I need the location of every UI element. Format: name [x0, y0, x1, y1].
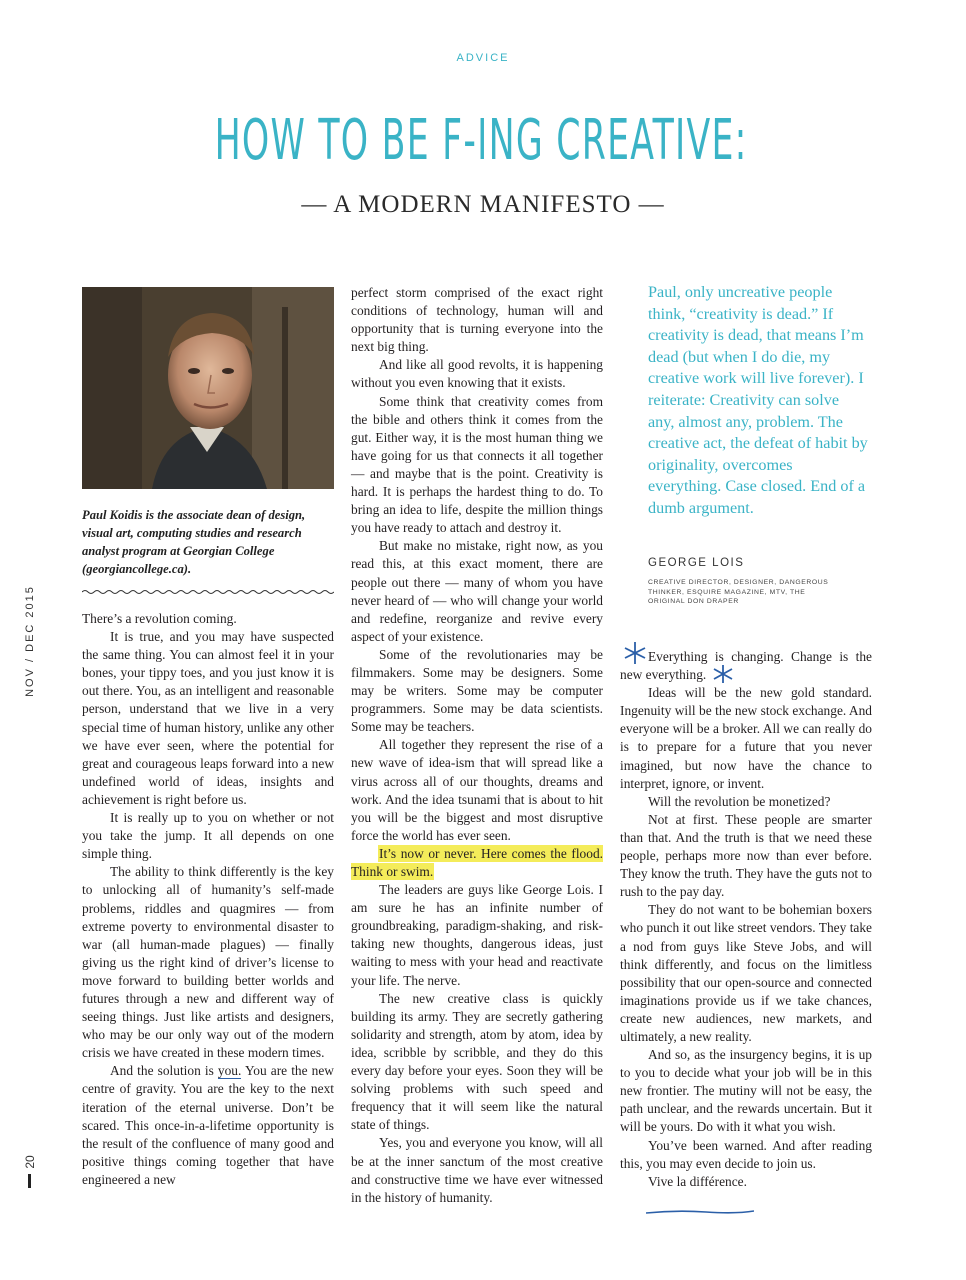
paragraph: The leaders are guys like George Lois. I am sure he has an infinite number of groundbreaking, paradigm-shaking, and risk-taking new thoughts, dangerous ideas, just waiting to mess with your head and reactivate your life. The nerve. — [351, 882, 603, 988]
article-subtitle: — A MODERN MANIFESTO — — [301, 191, 665, 218]
page-number-bar — [28, 1174, 31, 1188]
paragraph: Some think that creativity comes from the bible and others think it comes from the gut. Either way, it is the most human thing we have going for us that connects it all together — and maybe that is the point. Creativity is hard. It is perhaps the hardest thing to do. To bring an idea to life, despite the million things you have ready to attach and destroy it. — [351, 393, 603, 536]
paragraph — [351, 845, 603, 881]
body-column-1 — [82, 610, 334, 1189]
paragraph: Not at first. These people are smarter than that. And the truth is that we need these people, perhaps more now than ever before. They know the truth. They have the guts not to rush to the pay day. — [620, 811, 872, 900]
section-kicker: ADVICE — [456, 52, 510, 64]
paragraph: And like all good revolts, it is happening without you even knowing that it exists. — [351, 357, 603, 391]
body-column-2 — [351, 284, 603, 1207]
paragraph: Yes, you and everyone you know, will all be at the inner sanctum of the most creative and constructive time we have ever witnessed in the history of humanity. — [351, 1135, 603, 1205]
paragraph: They do not want to be bohemian boxers who punch it out like street vendors. They take a nod from guys like Steve Jobs, and will think differently, and focus on the limitless possibility that our open-source and connected imaginations provide us if we take chances, create new audiences, new markets, and ultimately, a new reality. — [620, 902, 872, 1044]
highlighted-text: It’s now or never. Here comes the flood. Think or swim. — [351, 845, 603, 879]
article-title: HOW TO BE F-ING CREATIVE: — [214, 108, 748, 173]
paragraph: Ideas will be the new gold standard. Ingenuity will be the new stock exchange. And everyone will be a broker. All we can really do is to prepare for a future that you never imagined, but now have the chance to interpret, ignore, or invent. — [620, 685, 872, 791]
text-run: And the solution is — [110, 1063, 218, 1079]
paragraph: All together they represent the rise of a new wave of idea-ism that will spread like a virus across all of our thoughts, dreams and work. And the idea tsunami that is about to hit you will be the biggest and most disruptive force the world has ever seen. — [351, 737, 603, 843]
paragraph: The new creative class is quickly building its army. They are secretly gathering solidarity and strength, atom by atom, idea by idea, scribble by scribble, and they do this every day before your eyes. Soon they will be solving problems with such speed and frequency that it will seem like the natural state of things. — [351, 990, 603, 1133]
handwritten-underline — [646, 1208, 754, 1216]
closing-line: Vive la différence. — [648, 1173, 747, 1189]
paragraph: You’ve been warned. And after reading this, you may even decide to join us. — [620, 1137, 872, 1171]
text-run: You are the new centre of gravity. You are the key to the next iteration of the eternal universe. Don’t be scared. This once-in-a-lifetime opportunity is the result of the confluence of many good and positive things coming together that have engineered a new — [82, 1063, 334, 1187]
paragraph: And so, as the insurgency begins, it is up to you to decide what your job will be in this new frontier. The mutiny will not be easy, the path unclear, and the rewards uncertain. But it will be yours. Do with it what you wish. — [620, 1047, 872, 1135]
paragraph: It is true, and you may have suspected the same thing. You can almost feel it in your bones, your tippy toes, and you just know it is out there. You, as an intelligent and reasonable person, understand that we live in a very special time of human history, unlike any other we have ever seen, where the potential for great and courageous leaps forward into a new undefined world of ideas, insights and achievement is right before us. — [82, 629, 335, 807]
pull-quote-author: GEORGE LOIS — [648, 557, 745, 569]
paragraph — [82, 1062, 334, 1189]
paragraph: perfect storm comprised of the exact right conditions of technology, human will and opportunity that is turning everyone into the next big thing. — [351, 285, 603, 355]
pull-quote-author-role: CREATIVE DIRECTOR, DESIGNER, DANGEROUS THINKER, ESQUIRE MAGAZINE, MTV, THE ORIGINAL DON DRAPER — [648, 579, 829, 605]
paragraph: Everything is changing. Change is the new everything. — [620, 649, 872, 683]
author-photo — [82, 287, 334, 489]
page-number-label: 20 — [23, 1155, 37, 1169]
photo-caption: Paul Koidis is the associate dean of design, visual art, computing studies and research analyst program at Georgian College (georgiancollege.ca). — [82, 508, 306, 576]
paragraph: Some of the revolutionaries may be filmmakers. Some may be designers. Some may be writers. Some may be computer programmers. Some may be data scientists. Some may be teachers. — [351, 646, 603, 735]
issue-date-label: NOV / DEC 2015 — [24, 585, 36, 697]
author-photo-illustration — [82, 287, 334, 489]
pull-quote: Paul, only uncreative people think, “creativity is dead.” If creativity is dead, that means I’m dead (but when I do die, my creative work will live forever). I reiterate: Creativity can solve any, almost any, problem. The creative act, the defeat of habit by originality, overcomes everything. Case closed. End of a dumb argument. — [648, 283, 868, 517]
paragraph: It is really up to you on whether or not you take the jump. It all depends on one simple thing. — [82, 810, 334, 862]
page-number — [22, 1152, 38, 1188]
underlined-you: you. — [217, 1063, 242, 1079]
paragraph: But make no mistake, right now, as you read this, at this exact moment, there are people out there — many of whom you have never heard of — who will change your world and redefine, reorganize and revive every aspect of your existence. — [351, 538, 603, 644]
squiggle-divider — [82, 588, 334, 596]
issue-date — [22, 576, 38, 706]
paragraph: The ability to think differently is the key to unlocking all of humanity’s self-made problems, riddles and quagmires — from extreme poverty to environmental disaster to war (all human-made plagues) — finally giving us the right kind of driver’s license to move forward to building better worlds and futures through a new and different way of seeing things. Just like artists and designers, who may be our only way out of the modern crisis we have created in these modern times. — [82, 864, 334, 1061]
body-column-3 — [620, 648, 872, 1191]
paragraph: There’s a revolution coming. — [82, 611, 237, 626]
paragraph: Will the revolution be monetized? — [648, 793, 831, 809]
